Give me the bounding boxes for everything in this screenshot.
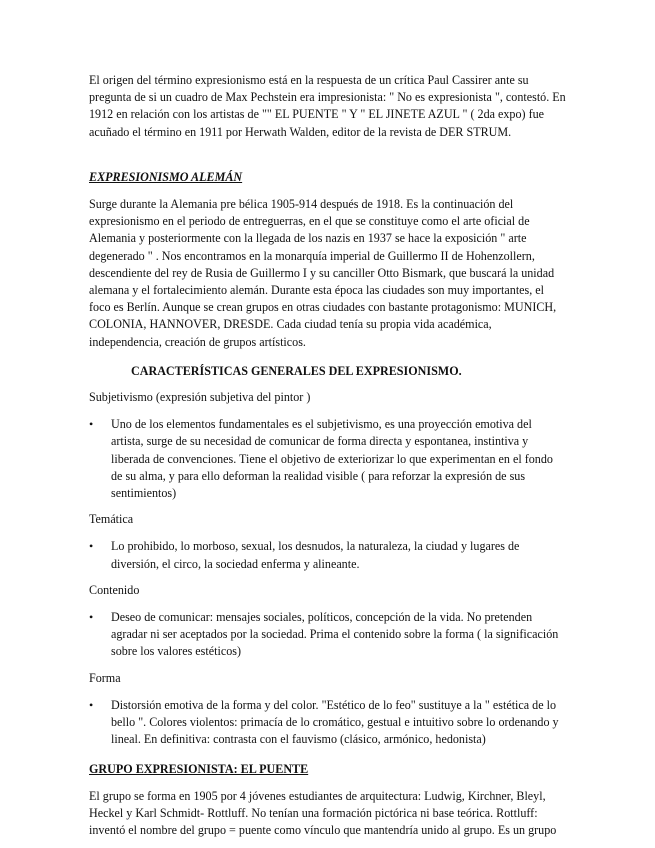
expresionismo-aleman-paragraph: Surge durante la Alemania pre bélica 1905-914 después de 1918. Es la continuación del expresionismo en el periodo de entreguerras, en el que se constituye como el arte oficial de Alemania y posteriormente con la llegada de los nazis en 1937 se hace la exposición " arte degenerado " . Nos encontramos en la monarquía imperial de Guillermo II de Hohenzollern, descendiente del rey de Rusia de Guillermo I y su canciller Otto Bismark, que buscará la unidad alemana y el fortalecimiento alemán. Durante esta época las ciudades son muy importantes, el foco es Berlín. Aunque se crean grupos en otras ciudades con bastante protagonismo: MUNICH, COLONIA, HANNOVER, DRESDE. Cada ciudad tenía su propia vida académica, independencia, creación de grupos artísticos. bbox=[89, 197, 557, 349]
section-heading-expresionismo-aleman: EXPRESIONISMO ALEMÁN bbox=[89, 169, 243, 184]
bullet-icon: • bbox=[89, 610, 94, 625]
intro-paragraph: El origen del término expresionismo está en la respuesta de un crítica Paul Cassirer ante su pregunta de si un cuadro de Max Pechstein era impresionista: " No es expresionista ", contestó. En 1912 en relación con los artistas de "" EL PUENTE " Y " EL JINETE AZUL " ( 2da expo) fue acuñado el término en 1911 por Herwath Walden, editor de la revista de DER STRUM. bbox=[89, 73, 566, 139]
el-puente-paragraph: El grupo se forma en 1905 por 4 jóvenes estudiantes de arquitectura: Ludwig, Kirchner, Bleyl, Heckel y Karl Schmidt- Rottluff. No tenían una formación pictórica ni base teórica. Rottluff: inventó el nombre del grupo = puente como vínculo que mantendría unido al grupo. Es un grupo bbox=[89, 788, 557, 838]
bullet-text: Uno de los elementos fundamentales es el subjetivismo, es una proyección emotiva del artista, surge de su necesidad de comunicar de forma directa y espontanea, instintiva y liberada de convenciones. Tiene el objetivo de exteriorizar lo que experimentan en el fondo de su alma, y para ello deforman la realidad visible ( para reforzar la expresión de sus sentimientos) bbox=[111, 417, 553, 501]
bullet-icon: • bbox=[89, 539, 94, 554]
section-heading-el-puente: GRUPO EXPRESIONISTA: EL PUENTE bbox=[89, 761, 309, 776]
characteristic-label-subjetivismo: Subjetivismo (expresión subjetiva del pintor ) bbox=[89, 390, 311, 405]
bullet-text: Distorsión emotiva de la forma y del color. "Estético de lo feo" sustituye a la " estética de lo bello ". Colores violentos: primacía de lo cromático, gestual e intuitivo sobre lo ordenando y lineal. En definitiva: contrasta con el fauvismo (clásico, armónico, hedonista) bbox=[111, 697, 559, 747]
characteristic-bullet-contenido bbox=[89, 609, 567, 661]
characteristic-label-contenido: Contenido bbox=[89, 582, 140, 597]
section-heading-caracteristicas: CARACTERÍSTICAS GENERALES DEL EXPRESIONISMO. bbox=[131, 363, 462, 378]
characteristic-bullet-subjetivismo bbox=[89, 416, 567, 502]
bullet-icon: • bbox=[89, 697, 94, 712]
bullet-text: Deseo de comunicar: mensajes sociales, políticos, concepción de la vida. No pretenden agradar ni ser aceptados por la sociedad. Prima el contenido sobre la forma ( la significación sobre los valores estéticos) bbox=[111, 610, 559, 659]
bullet-text: Lo prohibido, lo morboso, sexual, los desnudos, la naturaleza, la ciudad y lugares de diversión, el circo, la sociedad enferma y alineante. bbox=[111, 539, 520, 571]
characteristic-label-forma: Forma bbox=[89, 670, 121, 685]
bullet-icon: • bbox=[89, 417, 94, 432]
characteristic-bullet-forma bbox=[89, 697, 567, 749]
characteristic-label-tematica: Temática bbox=[89, 512, 134, 527]
document-page bbox=[89, 72, 567, 839]
characteristic-bullet-tematica bbox=[89, 538, 567, 572]
